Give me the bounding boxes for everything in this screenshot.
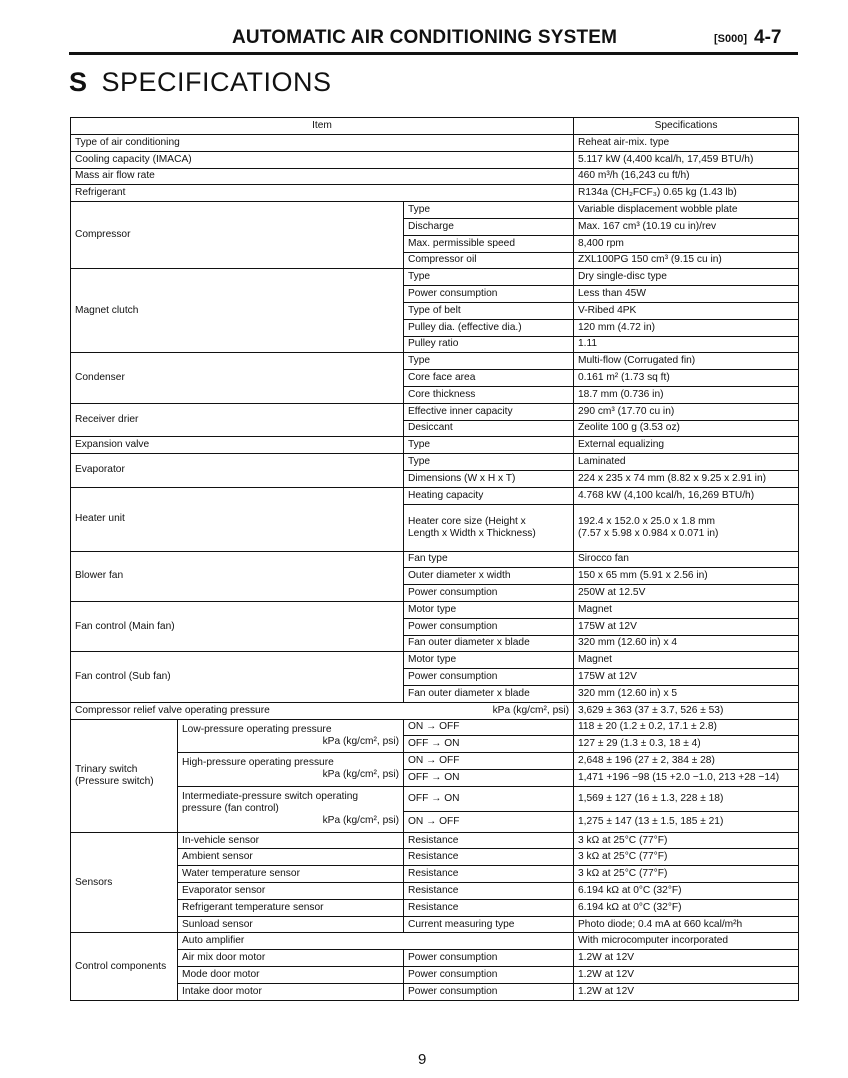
spec-value: 1.2W at 12V: [574, 967, 799, 984]
sub-item: Motor type: [404, 601, 574, 618]
sub-item: Type: [404, 437, 574, 454]
group-label-evaporator: Evaporator: [71, 454, 404, 488]
table-row: [71, 832, 799, 849]
page-reference: 4-7: [754, 27, 782, 48]
running-header-title: AUTOMATIC AIR CONDITIONING SYSTEM: [232, 27, 618, 48]
state: OFF → ON: [404, 736, 574, 753]
group-label-control-components: Control components: [71, 933, 178, 1000]
spec-value: Dry single-disc type: [574, 269, 799, 286]
spec-value: Max. 167 cm³ (10.19 cu in)/rev: [574, 218, 799, 235]
table-row: [71, 168, 799, 185]
spec-value: 8,400 rpm: [574, 235, 799, 252]
spec-value: 120 mm (4.72 in): [574, 319, 799, 336]
sub-item: Power consumption: [404, 950, 574, 967]
sub-item: Current measuring type: [404, 916, 574, 933]
sensor-name: Water temperature sensor: [178, 866, 404, 883]
spec-value: External equalizing: [574, 437, 799, 454]
group-label-fan-sub: Fan control (Sub fan): [71, 652, 404, 702]
sub-item: Effective inner capacity: [404, 403, 574, 420]
spec-value: 1.11: [574, 336, 799, 353]
spec-value: With microcomputer incorporated: [574, 933, 799, 950]
table-row: [71, 269, 799, 286]
spec-value: 1,569 ± 127 (16 ± 1.3, 228 ± 18): [574, 786, 799, 811]
section-letter: S: [69, 67, 88, 97]
sub-item: Power consumption: [404, 983, 574, 1000]
spec-value: 290 cm³ (17.70 cu in): [574, 403, 799, 420]
spec-value: [574, 504, 799, 551]
spec-value: 1,471 +196 −98 (15 +2.0 −1.0, 213 +28 −14): [574, 769, 799, 786]
sub-item: Discharge: [404, 218, 574, 235]
sub-item: Desiccant: [404, 420, 574, 437]
table-row: [71, 151, 799, 168]
spec-value: Magnet: [574, 601, 799, 618]
sub-item: Resistance: [404, 883, 574, 900]
spec-value: 175W at 12V: [574, 618, 799, 635]
table-row: [71, 950, 799, 967]
spec-value: 1.2W at 12V: [574, 983, 799, 1000]
spec-value: Sirocco fan: [574, 551, 799, 568]
group-label-heater-unit: Heater unit: [71, 487, 404, 551]
item-label: Refrigerant: [71, 185, 574, 202]
table-row: [71, 135, 799, 152]
sub-item: Power consumption: [404, 967, 574, 984]
spec-value: ZXL100PG 150 cm³ (9.15 cu in): [574, 252, 799, 269]
item-label: [71, 702, 574, 719]
sub-item: Type: [404, 454, 574, 471]
spec-value: 320 mm (12.60 in) x 4: [574, 635, 799, 652]
spec-value: 1,275 ± 147 (13 ± 1.5, 185 ± 21): [574, 811, 799, 832]
sub-item: Fan outer diameter x blade: [404, 635, 574, 652]
spec-value: 127 ± 29 (1.3 ± 0.3, 18 ± 4): [574, 736, 799, 753]
spec-value: 6.194 kΩ at 0°C (32°F): [574, 899, 799, 916]
specifications-table: [70, 117, 799, 1001]
group-label-compressor: Compressor: [71, 202, 404, 269]
sensor-name: Refrigerant temperature sensor: [178, 899, 404, 916]
component-name: Air mix door motor: [178, 950, 404, 967]
sub-item: Heating capacity: [404, 487, 574, 504]
spec-value: 2,648 ± 196 (27 ± 2, 384 ± 28): [574, 753, 799, 770]
state: ON → OFF: [404, 719, 574, 736]
sub-item: Fan outer diameter x blade: [404, 685, 574, 702]
header-rule: [69, 52, 798, 55]
spec-value: 18.7 mm (0.736 in): [574, 386, 799, 403]
spec-value: Reheat air-mix. type: [574, 135, 799, 152]
trinary-high-name: High-pressure operating pressure: [182, 757, 334, 769]
sub-item: Power consumption: [404, 669, 574, 686]
spec-value: 320 mm (12.60 in) x 5: [574, 685, 799, 702]
spec-value: R134a (CH₂FCF₃) 0.65 kg (1.43 lb): [574, 185, 799, 202]
spec-value: 175W at 12V: [574, 669, 799, 686]
col-header-spec: Specifications: [574, 118, 799, 135]
spec-value: 3 kΩ at 25°C (77°F): [574, 849, 799, 866]
spec-value-line: 192.4 x 152.0 x 25.0 x 1.8 mm: [578, 515, 716, 527]
spec-value: 224 x 235 x 74 mm (8.82 x 9.25 x 2.91 in): [574, 470, 799, 487]
group-label-blower-fan: Blower fan: [71, 551, 404, 601]
trinary-high-label: [178, 753, 404, 787]
table-row: [71, 753, 799, 770]
sub-item: Pulley dia. (effective dia.): [404, 319, 574, 336]
item-label: Mass air flow rate: [71, 168, 574, 185]
sub-item: Resistance: [404, 832, 574, 849]
section-title: SPECIFICATIONS: [101, 67, 332, 97]
sub-item: Resistance: [404, 899, 574, 916]
sub-item: Heater core size (Height x Length x Width x Thickness): [404, 504, 574, 551]
spec-value: 3 kΩ at 25°C (77°F): [574, 866, 799, 883]
spec-value: Photo diode; 0.4 mA at 660 kcal/m²h: [574, 916, 799, 933]
item-label: Type of air conditioning: [71, 135, 574, 152]
unit-label: kPa (kg/cm², psi): [322, 815, 399, 827]
spec-value: 460 m³/h (16,243 cu ft/h): [574, 168, 799, 185]
sensor-name: In-vehicle sensor: [178, 832, 404, 849]
table-row: [71, 454, 799, 471]
table-row: [71, 652, 799, 669]
section-code: [S000]: [714, 33, 748, 45]
item-label: Cooling capacity (IMACA): [71, 151, 574, 168]
table-row: [71, 702, 799, 719]
relief-valve-label: Compressor relief valve operating pressure: [75, 704, 270, 716]
spec-value: Magnet: [574, 652, 799, 669]
sub-item: Resistance: [404, 866, 574, 883]
spec-value: 6.194 kΩ at 0°C (32°F): [574, 883, 799, 900]
state: OFF → ON: [404, 769, 574, 786]
group-label-fan-main: Fan control (Main fan): [71, 601, 404, 651]
spec-value: 250W at 12.5V: [574, 585, 799, 602]
table-row: [71, 353, 799, 370]
sub-item: Motor type: [404, 652, 574, 669]
sub-item: Resistance: [404, 849, 574, 866]
sub-item: Dimensions (W x H x T): [404, 470, 574, 487]
sub-item: Compressor oil: [404, 252, 574, 269]
sub-item: Fan type: [404, 551, 574, 568]
spec-value: 3 kΩ at 25°C (77°F): [574, 832, 799, 849]
spec-value: 3,629 ± 363 (37 ± 3.7, 526 ± 53): [574, 702, 799, 719]
sub-item: Type: [404, 353, 574, 370]
table-row: [71, 849, 799, 866]
sub-item: Power consumption: [404, 286, 574, 303]
page-number: 9: [418, 1051, 427, 1068]
col-header-item: Item: [71, 118, 574, 135]
spec-value: Variable displacement wobble plate: [574, 202, 799, 219]
spec-value: V-Ribed 4PK: [574, 302, 799, 319]
sub-item: Power consumption: [404, 585, 574, 602]
table-row: [71, 719, 799, 736]
trinary-low-label: [178, 719, 404, 753]
table-row: [71, 437, 799, 454]
group-label-receiver-drier: Receiver drier: [71, 403, 404, 437]
component-name: Mode door motor: [178, 967, 404, 984]
spec-value: 118 ± 20 (1.2 ± 0.2, 17.1 ± 2.8): [574, 719, 799, 736]
spec-value: Less than 45W: [574, 286, 799, 303]
spec-value-line: (7.57 x 5.98 x 0.984 x 0.071 in): [578, 527, 719, 539]
trinary-mid-name: Intermediate-pressure switch operating pressure (fan control): [182, 791, 359, 815]
spec-value: 4.768 kW (4,100 kcal/h, 16,269 BTU/h): [574, 487, 799, 504]
table-row: [71, 202, 799, 219]
group-label-condenser: Condenser: [71, 353, 404, 403]
sensor-name: Ambient sensor: [178, 849, 404, 866]
group-label-magnet-clutch: Magnet clutch: [71, 269, 404, 353]
table-row: [71, 899, 799, 916]
section-heading: [69, 67, 332, 98]
table-header-row: [71, 118, 799, 135]
sub-item: Type: [404, 269, 574, 286]
table-row: [71, 866, 799, 883]
component-name: Auto amplifier: [178, 933, 574, 950]
table-row: [71, 601, 799, 618]
sub-item: Type of belt: [404, 302, 574, 319]
table-row: [71, 883, 799, 900]
sub-item: Pulley ratio: [404, 336, 574, 353]
sub-item: Power consumption: [404, 618, 574, 635]
unit-label: kPa (kg/cm², psi): [322, 769, 399, 781]
spec-value: Zeolite 100 g (3.53 oz): [574, 420, 799, 437]
state: OFF → ON: [404, 786, 574, 811]
table-row: [71, 983, 799, 1000]
spec-value: Multi-flow (Corrugated fin): [574, 353, 799, 370]
state: ON → OFF: [404, 753, 574, 770]
spec-value: 1.2W at 12V: [574, 950, 799, 967]
sub-item: Max. permissible speed: [404, 235, 574, 252]
sub-item: Outer diameter x width: [404, 568, 574, 585]
group-label-expansion-valve: Expansion valve: [71, 437, 404, 454]
table-row: [71, 487, 799, 504]
group-label-trinary-switch: Trinary switch (Pressure switch): [71, 719, 178, 832]
table-row: [71, 786, 799, 811]
sensor-name: Sunload sensor: [178, 916, 404, 933]
table-row: [71, 551, 799, 568]
sub-item: Core thickness: [404, 386, 574, 403]
state: ON → OFF: [404, 811, 574, 832]
unit-label: kPa (kg/cm², psi): [492, 704, 569, 716]
table-row: [71, 185, 799, 202]
spec-value: Laminated: [574, 454, 799, 471]
group-label-sensors: Sensors: [71, 832, 178, 933]
sub-item: Core face area: [404, 370, 574, 387]
spec-value: 150 x 65 mm (5.91 x 2.56 in): [574, 568, 799, 585]
spec-value: 5.117 kW (4,400 kcal/h, 17,459 BTU/h): [574, 151, 799, 168]
table-row: [71, 916, 799, 933]
table-row: [71, 933, 799, 950]
table-row: [71, 403, 799, 420]
trinary-low-name: Low-pressure operating pressure: [182, 723, 332, 735]
unit-label: kPa (kg/cm², psi): [322, 735, 399, 747]
table-row: [71, 967, 799, 984]
component-name: Intake door motor: [178, 983, 404, 1000]
spec-value: 0.161 m² (1.73 sq ft): [574, 370, 799, 387]
sub-item: Type: [404, 202, 574, 219]
trinary-mid-label: [178, 786, 404, 832]
sensor-name: Evaporator sensor: [178, 883, 404, 900]
